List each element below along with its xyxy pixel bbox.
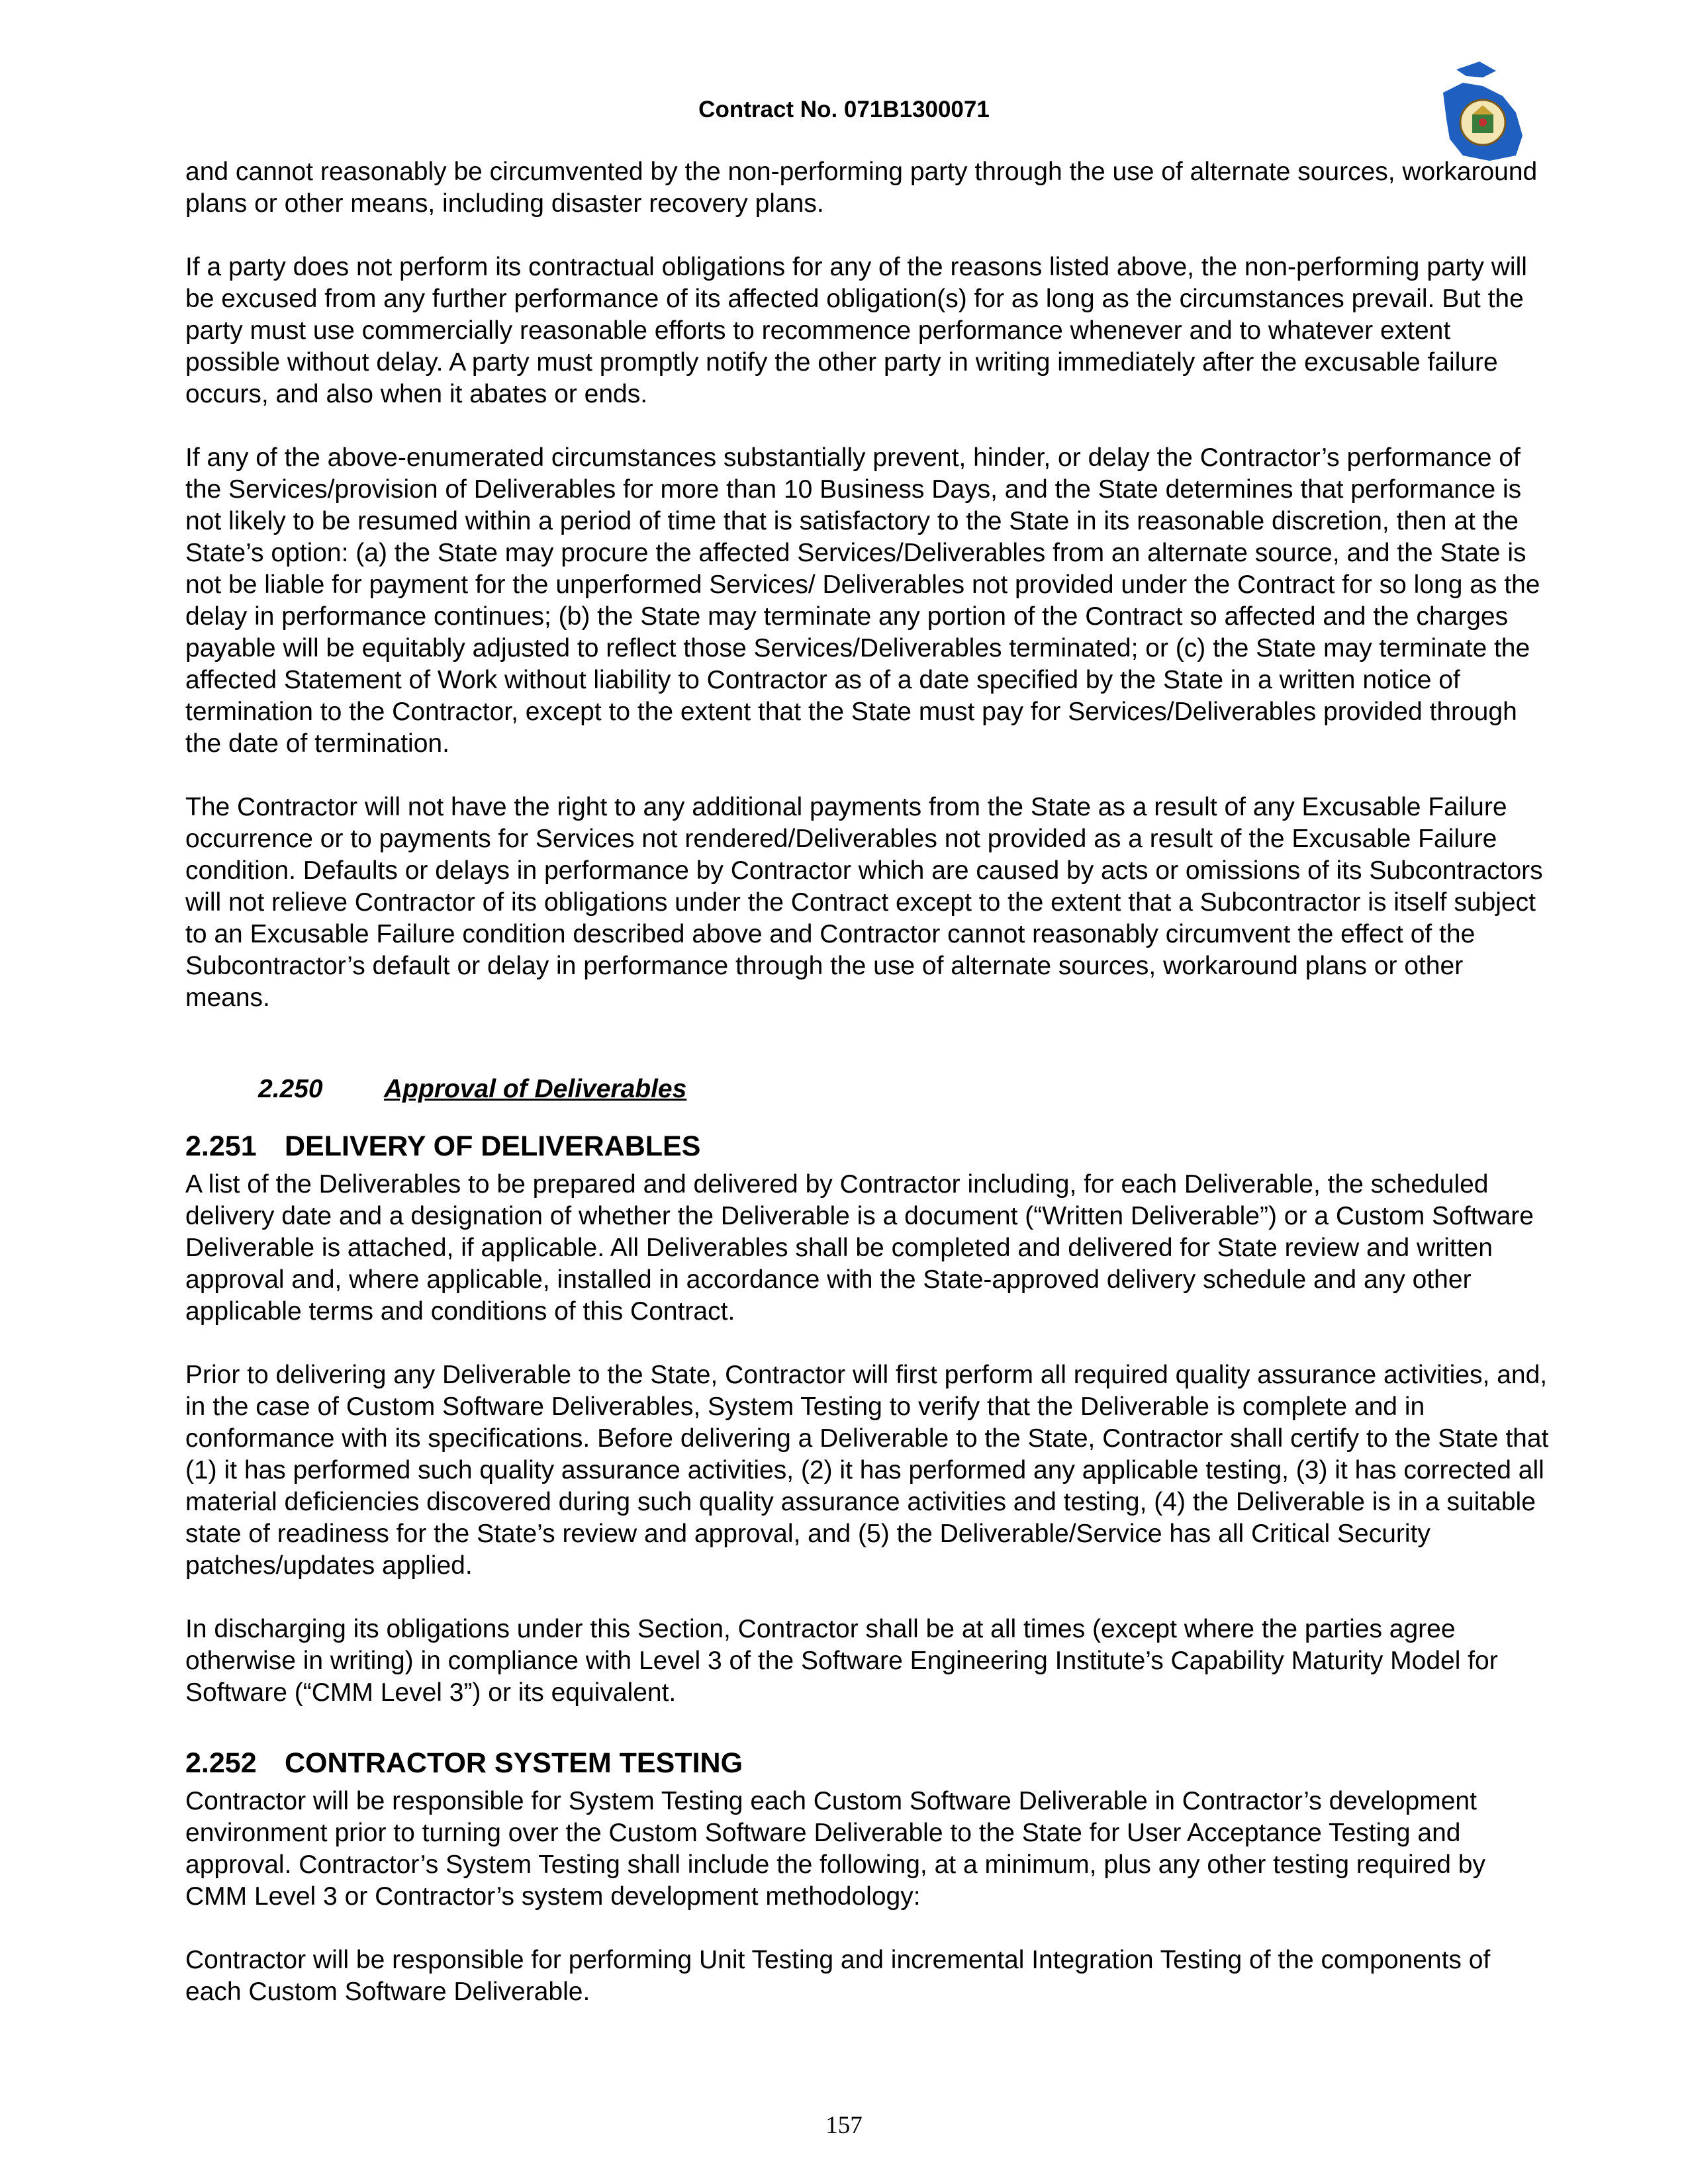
section-number: 2.252 [185, 1747, 257, 1779]
paragraph: In discharging its obligations under this Section, Contractor shall be at all times (except where the parties agree otherwise in writing) in compliance with Level 3 of the Software Engineering Institute’s Capability Maturity Model for Software (“CMM Level 3”) or its equivalent. [185, 1615, 1498, 1707]
paragraph: Prior to delivering any Deliverable to the State, Contractor will first perform all required quality assurance activities, and, in the case of Custom Software Deliverables, System Testing to verify that the Deliverable is complete and in conformance with its specifications. Before delivering a Deliverable to the State, Contractor shall certify to the State that (1) it has performed such quality assurance activities, (2) it has performed any applicable testing, (3) it has corrected all material deficiencies discovered during such quality assurance activities and testing, (4) the Deliverable is in a suitable state of readiness for the State’s review and approval, and (5) the Deliverable/Service has all Critical Security patches/updates applied. [185, 1361, 1549, 1580]
section-heading-2-251 [185, 1129, 1549, 1163]
paragraph: If any of the above-enumerated circumstances substantially prevent, hinder, or delay the Contractor’s performance of the Services/provision of Deliverables for more than 10 Business Days, and the State determines that performance is not likely to be resumed within a period of time that is satisfactory to the State in its reasonable discretion, then at the State’s option: (a) the State may procure the affected Services/Deliverables from an alternate source, and the State is not be liable for payment for the unperformed Services/ Deliverables not provided under the Contract for so long as the delay in performance continues; (b) the State may terminate any portion of the Contract so affected and the charges payable will be equitably adjusted to reflect those Services/Deliverables terminated; or (c) the State may terminate the affected Statement of Work without liability to Contractor as of a date specified by the State in a written notice of termination to the Contractor, except to the extent that the State must pay for Services/Deliverables provided through the date of termination. [185, 443, 1540, 758]
contract-number-header: Contract No. 071B1300071 [698, 97, 990, 122]
section-number: 2.251 [185, 1130, 257, 1162]
paragraph: Contractor will be responsible for performing Unit Testing and incremental Integration Testing of the components of each Custom Software Deliverable. [185, 1946, 1491, 2006]
paragraph: The Contractor will not have the right to any additional payments from the State as a result of any Excusable Failure occurrence or to payments for Services not rendered/Deliverables not provided as a result of the Excusable Failure condition. Defaults or delays in performance by Contractor which are caused by acts or omissions of its Subcontractors will not relieve Contractor of its obligations under the Contract except to the extent that a Subcontractor is itself subject to an Excusable Failure condition described above and Contractor cannot reasonably circumvent the effect of the Subcontractor’s default or delay in performance through the use of alternate sources, workaround plans or other means. [185, 793, 1543, 1012]
section-title: CONTRACTOR SYSTEM TESTING [285, 1747, 743, 1779]
document-body [185, 156, 1549, 2040]
page-number: 157 [825, 2112, 863, 2139]
paragraph: A list of the Deliverables to be prepared and delivered by Contractor including, for each Deliverable, the scheduled delivery date and a designation of whether the Deliverable is a document (“Written Deliverable”) or a Custom Software Deliverable is attached, if applicable. All Deliverables shall be completed and delivered for State review and written approval and, where applicable, installed in accordance with the State-approved delivery schedule and any other applicable terms and conditions of this Contract. [185, 1170, 1534, 1326]
section-heading-2-252 [185, 1746, 1549, 1780]
paragraph: and cannot reasonably be circumvented by the non-performing party through the use of alternate sources, workaround plans or other means, including disaster recovery plans. [185, 158, 1538, 218]
paragraph: Contractor will be responsible for System Testing each Custom Software Deliverable in Contractor’s development environment prior to turning over the Custom Software Deliverable to the State for User Acceptance Testing and approval. Contractor’s System Testing shall include the following, at a minimum, plus any other testing required by CMM Level 3 or Contractor’s system development methodology: [185, 1787, 1485, 1911]
subsection-heading [258, 1073, 1549, 1105]
michigan-state-seal-icon [1417, 56, 1532, 162]
subsection-title: Approval of Deliverables [384, 1075, 687, 1103]
paragraph: If a party does not perform its contractual obligations for any of the reasons listed above, the non-performing party will be excused from any further performance of its affected obligation(s) for as long as the circumstances prevail. But the party must use commercially reasonable efforts to recommence performance whenever and to whatever extent possible without delay. A party must promptly notify the other party in writing immediately after the excusable failure occurs, and also when it abates or ends. [185, 253, 1527, 408]
section-title: DELIVERY OF DELIVERABLES [285, 1130, 701, 1162]
subsection-number: 2.250 [258, 1075, 323, 1103]
